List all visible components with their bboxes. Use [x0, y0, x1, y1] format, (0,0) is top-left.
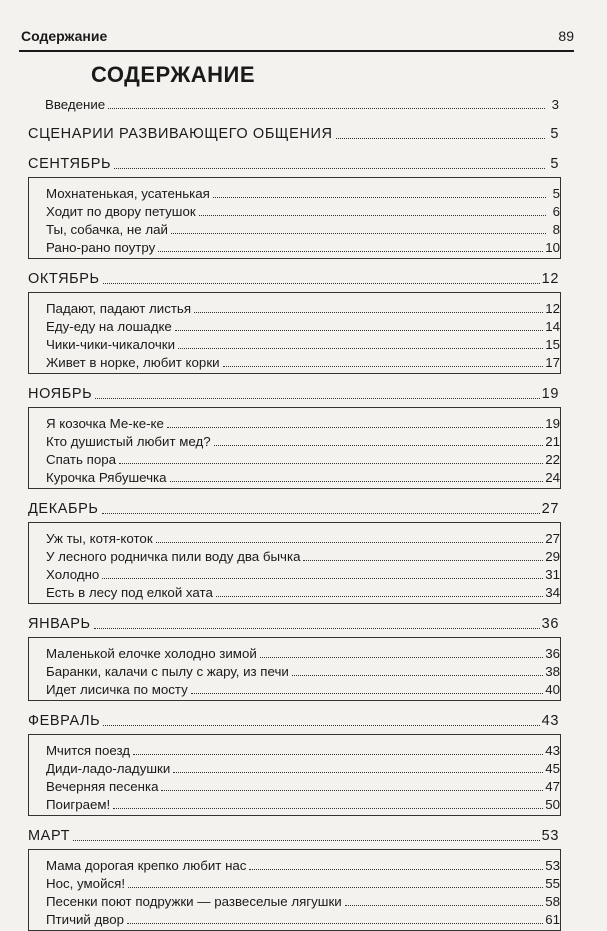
entry-label: ЯНВАРЬ [28, 616, 91, 632]
entry-page: 22 [545, 452, 560, 467]
entry-label: ФЕВРАЛЬ [28, 713, 101, 729]
toc-entry [29, 334, 560, 352]
entry-page: 45 [545, 761, 560, 776]
month-items-box [28, 637, 561, 701]
entry-label: Падают, падают листья [46, 301, 192, 316]
toc-entry [29, 431, 560, 449]
dot-leader [336, 138, 545, 139]
toc-entry [29, 237, 560, 255]
dot-leader [103, 283, 540, 284]
month-items-box [28, 734, 561, 816]
entry-page: 36 [545, 646, 560, 661]
entry-label: Еду-еду на лошадке [46, 319, 172, 334]
toc-entry-month [28, 826, 559, 844]
toc-title: СОДЕРЖАНИЕ [91, 62, 256, 87]
entry-page: 38 [545, 664, 560, 679]
toc-entry-month [28, 614, 559, 632]
dot-leader [260, 657, 543, 658]
toc-entry [29, 449, 560, 467]
dot-leader [292, 675, 543, 676]
entry-label: Птичий двор [46, 912, 125, 927]
toc-entry [29, 643, 560, 661]
entry-label: Мохнатенькая, усатенькая [46, 186, 210, 201]
entry-page: 43 [541, 713, 559, 729]
month-items-box [28, 849, 561, 931]
entry-page: 50 [545, 797, 560, 812]
dot-leader [171, 233, 546, 234]
toc-entry-scenarios [28, 124, 559, 142]
entry-page: 61 [545, 912, 560, 927]
entry-page: 5 [550, 156, 559, 172]
dot-leader [133, 754, 543, 755]
toc-entry-month [28, 154, 559, 172]
dot-leader [114, 168, 545, 169]
month-sections [28, 154, 559, 931]
toc-entry-month [28, 499, 559, 517]
entry-page: 5 [552, 186, 560, 201]
dot-leader [167, 427, 543, 428]
entry-page: 17 [545, 355, 560, 370]
toc-entry [29, 219, 560, 237]
month-section [28, 269, 559, 374]
month-section [28, 826, 559, 931]
toc-entry [29, 794, 560, 812]
entry-label: НОЯБРЬ [28, 386, 93, 402]
dot-leader [191, 693, 543, 694]
toc-entry [29, 776, 560, 794]
dot-leader [95, 398, 539, 399]
month-section [28, 499, 559, 604]
entry-page: 14 [545, 319, 560, 334]
toc-entry [29, 298, 560, 316]
entry-page: 36 [541, 616, 559, 632]
entry-label: Уж ты, котя-коток [46, 531, 153, 546]
entry-page: 55 [545, 876, 560, 891]
entry-page: 47 [545, 779, 560, 794]
entry-label: Нос, умойся! [46, 876, 126, 891]
dot-leader [178, 348, 543, 349]
toc-entry [29, 546, 560, 564]
dot-leader [213, 197, 546, 198]
dot-leader [102, 513, 540, 514]
dot-leader [113, 808, 543, 809]
dot-leader [170, 481, 544, 482]
month-items-box [28, 407, 561, 489]
entry-label: СЕНТЯБРЬ [28, 156, 112, 172]
entry-label: Мама дорогая крепко любит нас [46, 858, 247, 873]
toc-entry [29, 909, 560, 927]
running-title: Содержание [21, 28, 108, 44]
entry-page: 40 [545, 682, 560, 697]
entry-page: 19 [541, 386, 559, 402]
entry-label: Рано-рано поутру [46, 240, 156, 255]
month-section [28, 384, 559, 489]
entry-page: 34 [545, 585, 560, 600]
entry-label: Есть в лесу под елкой хата [46, 585, 213, 600]
entry-page: 29 [545, 549, 560, 564]
dot-leader [156, 542, 544, 543]
entry-label: МАРТ [28, 828, 71, 844]
toc-entry [29, 758, 560, 776]
toc-entry [29, 661, 560, 679]
dot-leader [103, 725, 539, 726]
entry-page: 43 [545, 743, 560, 758]
entry-label: Баранки, калачи с пылу с жару, из печи [46, 664, 289, 679]
toc-entry [29, 891, 560, 909]
month-section [28, 711, 559, 816]
entry-page: 6 [552, 204, 560, 219]
entry-page: 58 [545, 894, 560, 909]
toc-entry-month [28, 711, 559, 729]
entry-page: 5 [550, 126, 559, 142]
dot-leader [73, 840, 540, 841]
dot-leader [303, 560, 543, 561]
entry-page: 53 [545, 858, 560, 873]
entry-label: ОКТЯБРЬ [28, 271, 100, 287]
dot-leader [223, 366, 544, 367]
entry-page: 27 [545, 531, 560, 546]
toc-entry [29, 740, 560, 758]
toc-entry-month [28, 269, 559, 287]
entry-label: Введение [45, 97, 106, 112]
toc-entry [29, 873, 560, 891]
dot-leader [108, 108, 545, 109]
entry-label: Ходит по двору петушок [46, 204, 196, 219]
dot-leader [161, 790, 543, 791]
dot-leader [127, 923, 543, 924]
dot-leader [158, 251, 543, 252]
page-number: 89 [558, 28, 574, 44]
entry-page: 27 [541, 501, 559, 517]
toc-entry [29, 201, 560, 219]
month-section [28, 614, 559, 701]
month-items-box [28, 292, 561, 374]
entry-label: Песенки поют подружки — развеселые лягушки [46, 894, 342, 909]
toc-entry [29, 413, 560, 431]
dot-leader [94, 628, 540, 629]
entry-page: 21 [545, 434, 560, 449]
entry-page: 15 [545, 337, 560, 352]
entry-page: 24 [545, 470, 560, 485]
entry-label: Холодно [46, 567, 100, 582]
dot-leader [102, 578, 543, 579]
toc-entry [29, 564, 560, 582]
entry-label: Спать пора [46, 452, 117, 467]
entry-label: Кто душистый любит мед? [46, 434, 211, 449]
month-items-box [28, 522, 561, 604]
month-section [28, 154, 559, 259]
entry-label: Идет лисичка по мосту [46, 682, 188, 697]
entry-label: Я козочка Ме-ке-ке [46, 416, 164, 431]
entry-label: Поиграем! [46, 797, 111, 812]
entry-label: Чики-чики-чикалочки [46, 337, 176, 352]
dot-leader [199, 215, 546, 216]
page-header [19, 28, 574, 52]
entry-label: Маленькой елочке холодно зимой [46, 646, 257, 661]
toc-entry [29, 467, 560, 485]
dot-leader [128, 887, 543, 888]
entry-page: 8 [552, 222, 560, 237]
toc-entry [29, 352, 560, 370]
toc-entry [29, 679, 560, 697]
toc-entry-intro [28, 94, 559, 112]
entry-page: 53 [541, 828, 559, 844]
entry-label: Ты, собачка, не лай [46, 222, 168, 237]
entry-label: СЦЕНАРИИ РАЗВИВАЮЩЕГО ОБЩЕНИЯ [28, 126, 333, 142]
entry-page: 12 [545, 301, 560, 316]
toc-entry [29, 855, 560, 873]
dot-leader [194, 312, 543, 313]
entry-label: Мчится поезд [46, 743, 131, 758]
entry-page: 31 [545, 567, 560, 582]
entry-label: Вечерняя песенка [46, 779, 159, 794]
entry-label: У лесного родничка пили воду два бычка [46, 549, 301, 564]
dot-leader [345, 905, 544, 906]
dot-leader [119, 463, 543, 464]
entry-page: 10 [545, 240, 560, 255]
entry-label: Живет в норке, любит корки [46, 355, 220, 370]
toc-entry [29, 183, 560, 201]
table-of-contents [28, 92, 559, 931]
toc-entry [29, 316, 560, 334]
entry-label: ДЕКАБРЬ [28, 501, 99, 517]
entry-page: 3 [551, 97, 559, 112]
dot-leader [173, 772, 543, 773]
dot-leader [214, 445, 544, 446]
entry-label: Курочка Рябушечка [46, 470, 167, 485]
toc-entry [29, 528, 560, 546]
entry-page: 12 [541, 271, 559, 287]
toc-entry-month [28, 384, 559, 402]
dot-leader [249, 869, 543, 870]
toc-entry [29, 582, 560, 600]
month-items-box [28, 177, 561, 259]
dot-leader [175, 330, 543, 331]
entry-label: Диди-ладо-ладушки [46, 761, 171, 776]
dot-leader [216, 596, 543, 597]
entry-page: 19 [545, 416, 560, 431]
